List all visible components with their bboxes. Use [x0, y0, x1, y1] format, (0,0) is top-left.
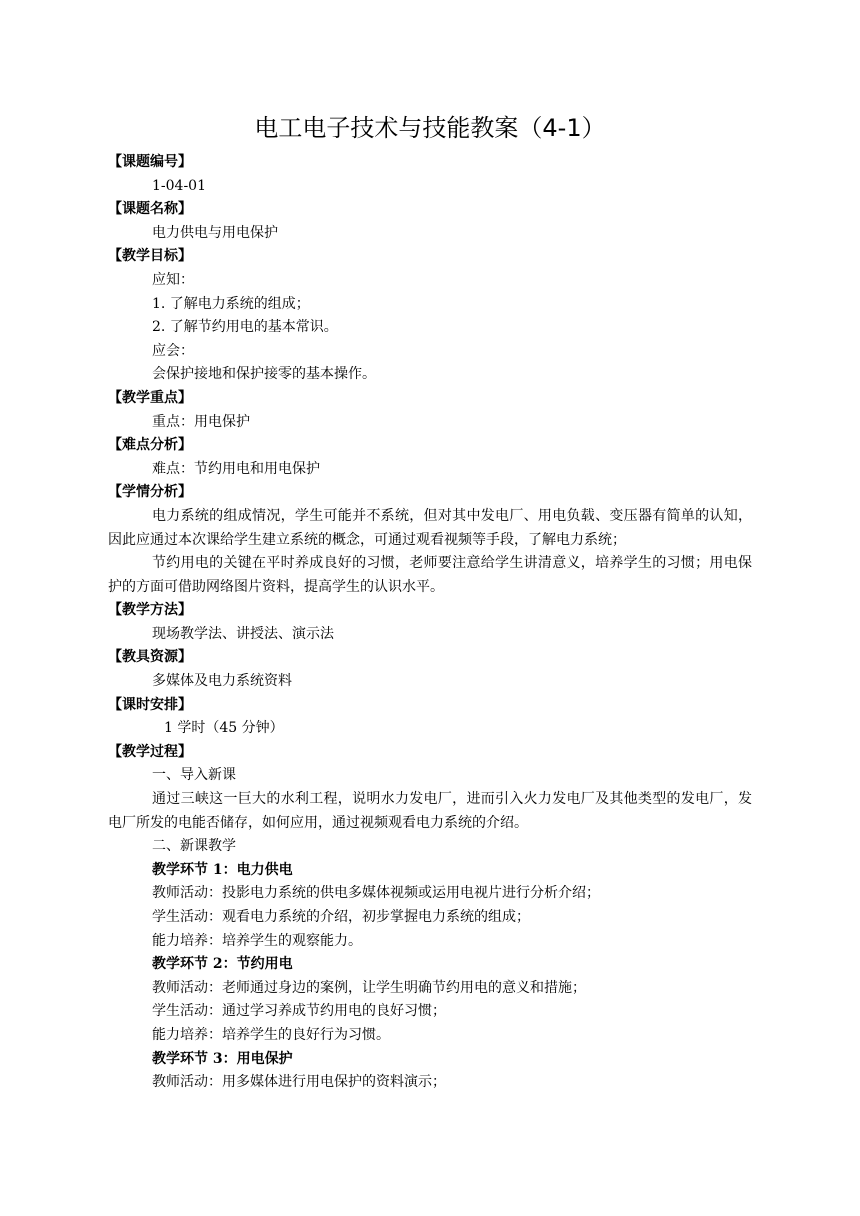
goal-know-item-1: 1. 了解电力系统的组成； [152, 295, 310, 312]
learner-paragraph-1: 电力系统的组成情况，学生可能并不系统，但对其中发电厂、用电负载、变压器有简单的认知，因此应通过本次课给学生建立系统的概念，可通过观看视频等手段，了解电力系统； [108, 507, 752, 548]
section-heading-name: 【课题名称】 [108, 201, 192, 218]
process-step-1: 一、导入新课 [152, 767, 236, 784]
link-2-ability: 能力培养：培养学生的良好行为习惯。 [152, 1026, 390, 1043]
link-3-title: 教学环节 3：用电保护 [152, 1050, 293, 1067]
section-heading-process: 【教学过程】 [108, 743, 192, 760]
link-1-student: 学生活动：观看电力系统的介绍，初步掌握电力系统的组成； [152, 909, 530, 925]
process-step-2: 二、新课教学 [152, 838, 236, 855]
method-text: 现场教学法、讲授法、演示法 [152, 625, 334, 642]
link-1-title: 教学环节 1：电力供电 [152, 861, 293, 878]
section-heading-schedule: 【课时安排】 [108, 696, 192, 713]
section-heading-learner: 【学情分析】 [108, 484, 192, 501]
document-body [108, 151, 752, 1095]
section-heading-goals: 【教学目标】 [108, 248, 192, 265]
section-heading-resources: 【教具资源】 [108, 649, 192, 666]
link-3-teacher: 教师活动：用多媒体进行用电保护的资料演示； [152, 1074, 446, 1091]
schedule-text: 1 学时（45 分钟） [164, 720, 284, 737]
link-2-title: 教学环节 2：节约用电 [152, 956, 293, 973]
link-2-teacher: 教师活动：老师通过身边的案例，让学生明确节约用电的意义和措施； [152, 979, 586, 996]
section-heading-difficulty: 【难点分析】 [108, 437, 192, 454]
section-heading-code: 【课题编号】 [108, 154, 192, 170]
focus-text: 重点：用电保护 [152, 413, 250, 430]
learner-paragraph-2: 节约用电的关键在平时养成良好的习惯，老师要注意给学生讲清意义，培养学生的习惯；用电保护的方面可借助网络图片资料，提高学生的认识水平。 [108, 555, 752, 595]
goal-can-item-1: 会保护接地和保护接零的基本操作。 [152, 366, 376, 383]
course-name: 电力供电与用电保护 [152, 224, 278, 241]
goal-can-label: 应会： [152, 342, 194, 359]
process-intro: 通过三峡这一巨大的水利工程，说明水力发电厂，进而引入火力发电厂及其他类型的发电厂，发电厂所发的电能否储存，如何应用，通过视频观看电力系统的介绍。 [108, 791, 752, 831]
goal-know-item-2: 2. 了解节约用电的基本常识。 [152, 319, 338, 336]
goal-know-label: 应知： [152, 271, 194, 288]
section-heading-focus: 【教学重点】 [108, 389, 192, 406]
link-2-student: 学生活动：通过学习养成节约用电的良好习惯； [152, 1003, 446, 1020]
difficulty-text: 难点：节约用电和用电保护 [152, 460, 320, 477]
resources-text: 多媒体及电力系统资料 [152, 673, 292, 690]
document-title: 电工电子技术与技能教案（4-1） [254, 114, 606, 142]
link-1-teacher: 教师活动：投影电力系统的供电多媒体视频或运用电视片进行分析介绍； [152, 885, 600, 902]
link-1-ability: 能力培养：培养学生的观察能力。 [152, 932, 362, 949]
course-code: 1-04-01 [152, 177, 206, 194]
section-heading-method: 【教学方法】 [108, 602, 192, 619]
